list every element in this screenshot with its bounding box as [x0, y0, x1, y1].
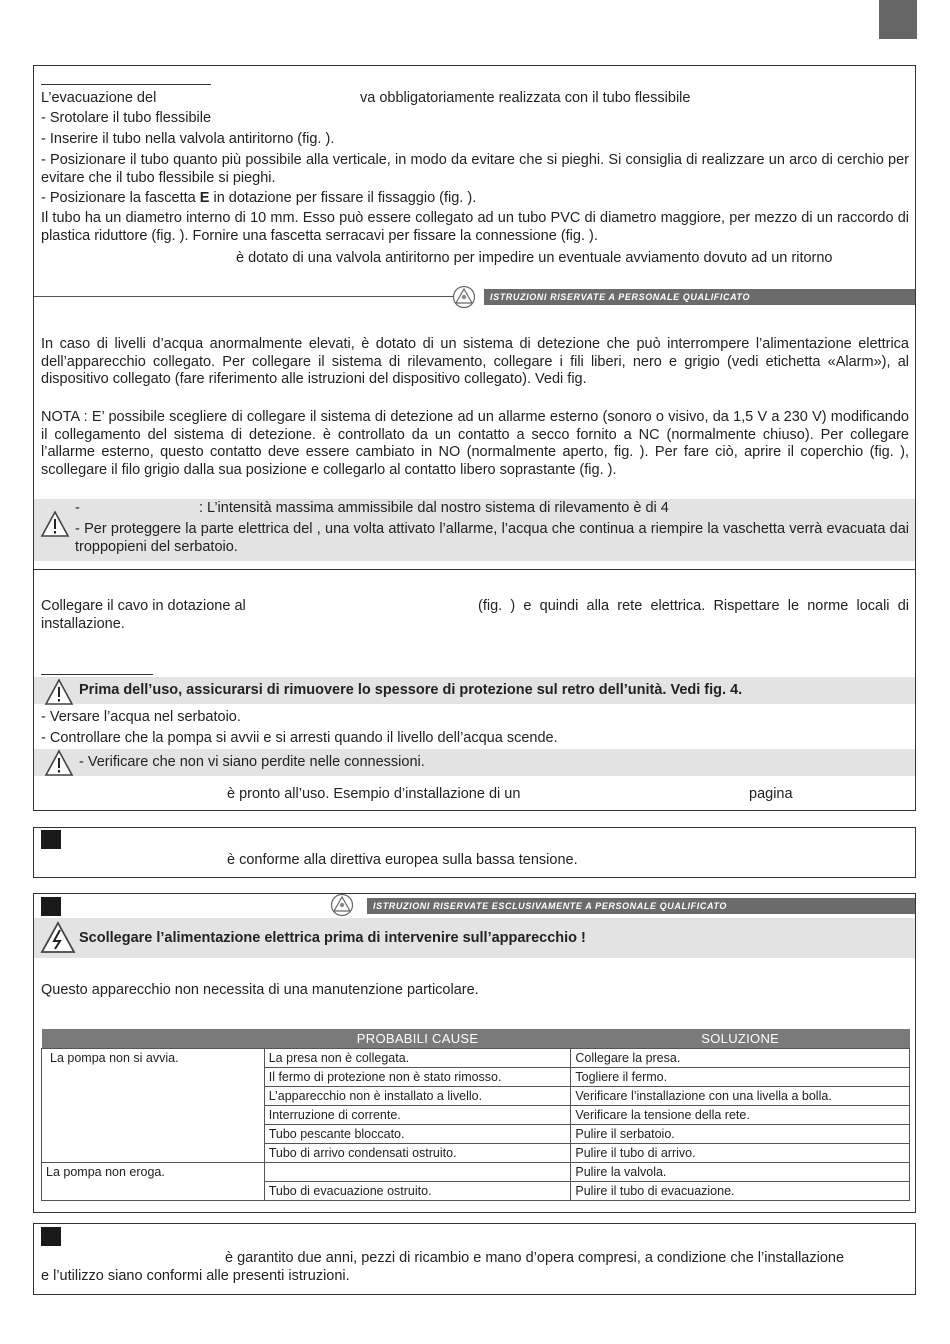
- evacuation-text-line: [41, 90, 909, 108]
- solution-cell: Collegare la presa.: [571, 1049, 910, 1068]
- qualified-personnel-icon-2: [329, 893, 355, 917]
- qualified-personnel-banner-2: ISTRUZIONI RISERVATE ESCLUSIVAMENTE A PERSONALE QUALIFICATO: [367, 898, 915, 914]
- commissioning-heading-rule: [41, 674, 153, 675]
- step-insert: - Inserire il tubo nella valvola antiritorno (fig. ).: [41, 131, 335, 147]
- step-pour-water: - Versare l’acqua nel serbatoio.: [41, 709, 241, 725]
- step-clamp-a: - Posizionare la fascetta: [41, 190, 200, 206]
- qualified-personnel-icon: [451, 285, 477, 309]
- banner-rule-1: [34, 296, 454, 297]
- cause-cell: Tubo di evacuazione ostruito.: [264, 1182, 571, 1201]
- section-marker: [41, 830, 61, 849]
- section-marker-3: [41, 1227, 61, 1246]
- section-divider: [34, 569, 915, 570]
- step-clamp-c: in dotazione per fissare il fissaggio (fig. ).: [209, 190, 477, 206]
- col-header-causes: PROBABILI CAUSE: [264, 1029, 571, 1049]
- step-position: - Posizionare il tubo quanto più possibile alla verticale, in modo da evitare che si pieghi. Si consiglia di realizzare un arco di cerchio per evitare che il tubo flessibile si pieghi.: [41, 152, 909, 186]
- problem-cell: La pompa non si avvia.: [42, 1049, 265, 1163]
- spacer-warning-text: Prima dell’uso, assicurarsi di rimuovere lo spessore di protezione sul retro dell’unità. Vedi fig. 4.: [79, 682, 743, 698]
- step-check-pump: - Controllare che la pompa si avvii e si arresti quando il livello dell’acqua scende.: [41, 730, 558, 746]
- alarm-note-text: NOTA : E’ possibile scegliere di collegare il sistema di detezione ad un allarme esterno (sonoro o visivo, da 1,5 V a 230 V) modificando il collegamento del sistema di detezione. è controllato da un contatto a secco fornito a NC (normalmente chiuso). Per collegare l’allarme esterno, questo contatto deve essere cambiato in NO (normalmente aperto, fig. ). Per fare ciò, aprire il coperchio (fig. ), scollegare il filo grigio dalla sua posizione e collegarlo al contatto libero soprastante (fig. ).: [41, 409, 909, 478]
- page-corner-tab: [879, 0, 917, 39]
- leak-warning-text: - Verificare che non vi siano perdite nelle connessioni.: [79, 754, 425, 770]
- solution-cell: Verificare la tensione della rete.: [571, 1106, 910, 1125]
- solution-cell: Togliere il fermo.: [571, 1068, 910, 1087]
- section-marker-2: [41, 897, 61, 916]
- solution-cell: Pulire il tubo di arrivo.: [571, 1144, 910, 1163]
- cause-cell: Tubo di arrivo condensati ostruito.: [264, 1144, 571, 1163]
- ready-text-page: pagina: [749, 786, 793, 802]
- table-row: [42, 1163, 910, 1182]
- evacuation-text-start: L’evacuazione del: [41, 90, 157, 106]
- problem-cell: La pompa non eroga.: [42, 1163, 265, 1201]
- step-clamp: [41, 190, 909, 208]
- table-row: [42, 1049, 910, 1068]
- power-warning-text: Scollegare l’alimentazione elettrica prima di intervenire sull’apparecchio !: [79, 930, 586, 946]
- col-header-problem: [42, 1029, 265, 1049]
- table-header-row: [42, 1029, 910, 1049]
- conformity-text: è conforme alla direttiva europea sulla bassa tensione.: [227, 852, 578, 868]
- qualified-personnel-banner: ISTRUZIONI RISERVATE A PERSONALE QUALIFICATO: [484, 289, 915, 305]
- alarm-protection-text: - Per proteggere la parte elettrica del , una volta attivato l’allarme, l’acqua che continua a riempire la vaschetta verrà evacuata dai troppopieni del serbatoio.: [75, 521, 909, 555]
- warning-icon-3: [44, 749, 74, 781]
- cable-text-end: (fig. ) e quindi alla rete elettrica. Rispettare le norme locali di installazione.: [41, 598, 909, 632]
- alarm-intensity-value: : L’intensità massima ammissibile dal nostro sistema di rilevamento è di 4: [199, 500, 669, 516]
- cause-cell: Il fermo di protezione non è stato rimosso.: [264, 1068, 571, 1087]
- alarm-intensity-text: [75, 500, 909, 518]
- alarm-intensity-dash: -: [75, 500, 80, 516]
- cause-cell: Tubo pescante bloccato.: [264, 1125, 571, 1144]
- step-clamp-letter: E: [199, 190, 210, 206]
- cause-cell: [264, 1163, 571, 1182]
- solution-cell: Pulire il serbatoio.: [571, 1125, 910, 1144]
- col-header-solution: SOLUZIONE: [571, 1029, 910, 1049]
- solution-cell: Pulire la valvola.: [571, 1163, 910, 1182]
- step-unroll: - Srotolare il tubo flessibile: [41, 110, 212, 126]
- evacuation-text-end: va obbligatoriamente realizzata con il tubo flessibile: [360, 90, 691, 106]
- warning-icon-2: [44, 678, 74, 710]
- cause-cell: L’apparecchio non è installato a livello.: [264, 1087, 571, 1106]
- solution-cell: Pulire il tubo di evacuazione.: [571, 1182, 910, 1201]
- solution-cell: Verificare l’installazione con una livella a bolla.: [571, 1087, 910, 1106]
- alarm-detection-text: In caso di livelli d’acqua anormalmente elevati, è dotato di un sistema di detezione che può interrompere l’alimentazione elettrica dell’apparecchio collegato. Per collegare il sistema di rilevamento, collegare i fili liberi, nero e grigio (vedi etichetta «Alarm»), al dispositivo collegato (fare riferimento alle istruzioni del dispositivo collegato). Vedi fig.: [41, 336, 909, 387]
- cable-text-start: Collegare il cavo in dotazione al: [41, 598, 246, 614]
- section-heading-rule: [41, 84, 211, 85]
- valve-text: è dotato di una valvola antiritorno per impedire un eventuale avviamento dovuto ad un ritorno: [236, 250, 833, 266]
- cause-cell: Interruzione di corrente.: [264, 1106, 571, 1125]
- cause-cell: La presa non è collegata.: [264, 1049, 571, 1068]
- ready-text-start: è pronto all’uso. Esempio d’installazione di un: [227, 786, 521, 802]
- tube-diameter-text: Il tubo ha un diametro interno di 10 mm. Esso può essere collegato ad un tubo PVC di diametro maggiore, per mezzo di un raccordo di plastica riduttore (fig. ). Fornire una fascetta serracavi per fissare la connessione (fig. ).: [41, 210, 909, 244]
- troubleshooting-table: [41, 1029, 910, 1201]
- warning-icon: [40, 510, 70, 542]
- maintenance-text: Questo apparecchio non necessita di una manutenzione particolare.: [41, 982, 479, 998]
- electric-warning-icon: [40, 921, 76, 959]
- warranty-text-2: e l’utilizzo siano conformi alle presenti istruzioni.: [41, 1268, 350, 1284]
- warranty-text-1: è garantito due anni, pezzi di ricambio e mano d’opera compresi, a condizione che l’installazione: [225, 1250, 845, 1266]
